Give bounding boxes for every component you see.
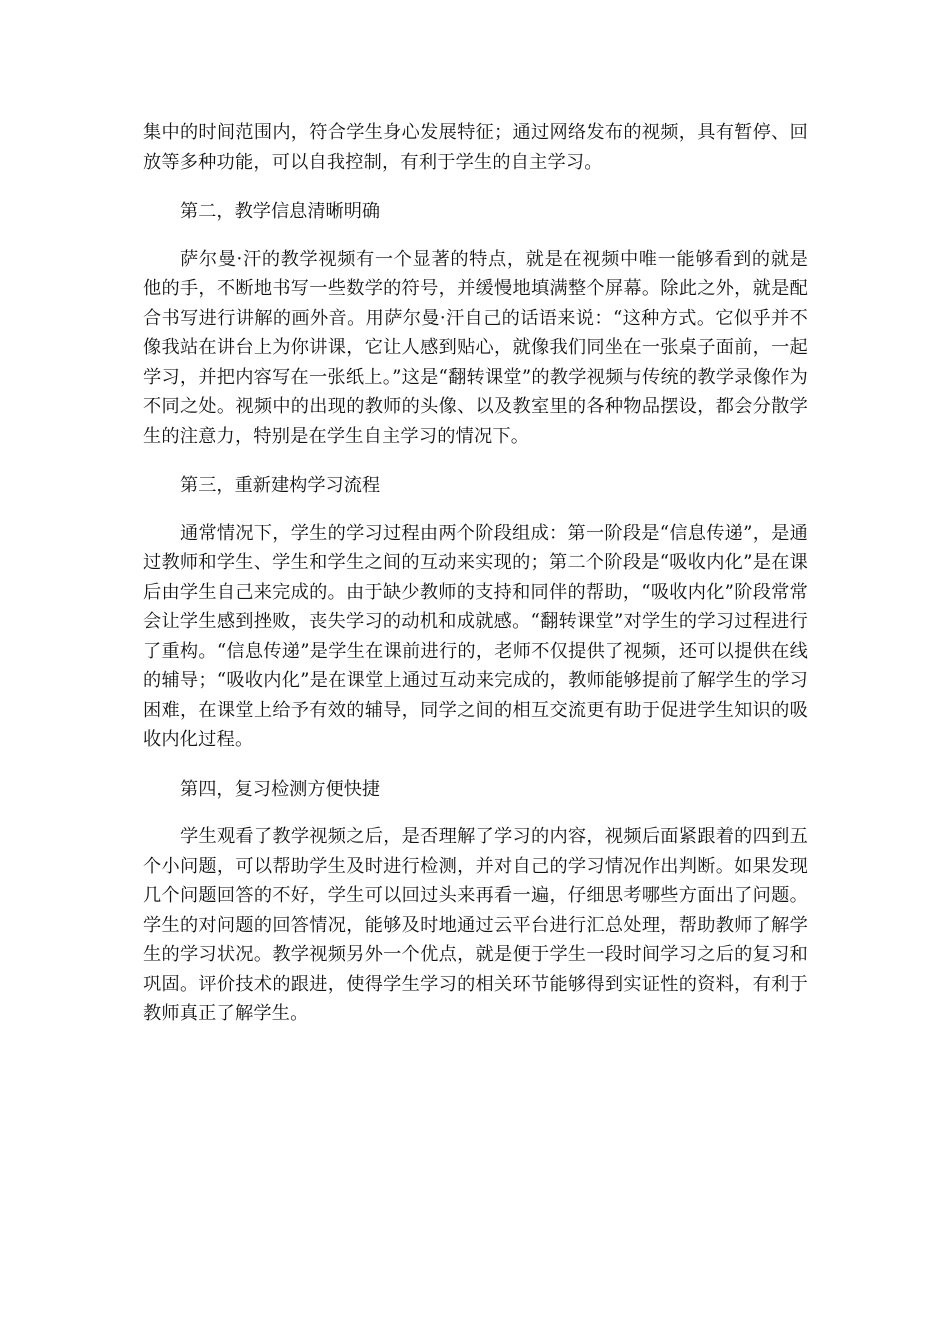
body-paragraph-3: 通常情况下，学生的学习过程由两个阶段组成：第一阶段是“信息传递”，是通过教师和学生、学生和学生之间的互动来实现的；第二个阶段是“吸收内化”是在课后由学生自己来完成的。由于缺少教师的支持和同伴的帮助，“吸收内化”阶段常常会让学生感到挫败，丧失学习的动机和成就感。“翻转课堂”对学生的学习过程进行了重构。“信息传递”是学生在课前进行的，老师不仅提供了视频，还可以提供在线的辅导；“吸收内化”是在课堂上通过互动来完成的，教师能够提前了解学生的学习困难，在课堂上给予有效的辅导，同学之间的相互交流更有助于促进学生知识的吸收内化过程。: [143, 522, 808, 750]
continuation-paragraph: 集中的时间范围内，符合学生身心发展特征；通过网络发布的视频，具有暂停、回放等多种功能，可以自我控制，有利于学生的自主学习。: [143, 122, 808, 173]
document-page: [143, 118, 808, 1029]
section-heading-3: 第三，重新建构学习流程: [180, 475, 381, 496]
section-heading-2: 第二，教学信息清晰明确: [180, 201, 381, 222]
body-paragraph-2: 萨尔曼·汗的教学视频有一个显著的特点，就是在视频中唯一能够看到的就是他的手，不断地书写一些数学的符号，并缓慢地填满整个屏幕。除此之外，就是配合书写进行讲解的画外音。用萨尔曼·汗自己的话语来说：“这种方式。它似乎并不像我站在讲台上为你讲课，它让人感到贴心，就像我们同坐在一张桌子面前，一起学习，并把内容写在一张纸上。”这是“翻转课堂”的教学视频与传统的教学录像作为不同之处。视频中的出现的教师的头像、以及教室里的各种物品摆设，都会分散学生的注意力，特别是在学生自主学习的情况下。: [143, 248, 808, 447]
body-paragraph-4: 学生观看了教学视频之后，是否理解了学习的内容，视频后面紧跟着的四到五个小问题，可以帮助学生及时进行检测，并对自己的学习情况作出判断。如果发现几个问题回答的不好，学生可以回过头来再看一遍，仔细思考哪些方面出了问题。学生的对问题的回答情况，能够及时地通过云平台进行汇总处理，帮助教师了解学生的学习状况。教学视频另外一个优点，就是便于学生一段时间学习之后的复习和巩固。评价技术的跟进，使得学生学习的相关环节能够得到实证性的资料，有利于教师真正了解学生。: [143, 826, 808, 1024]
section-heading-4: 第四，复习检测方便快捷: [180, 778, 381, 800]
